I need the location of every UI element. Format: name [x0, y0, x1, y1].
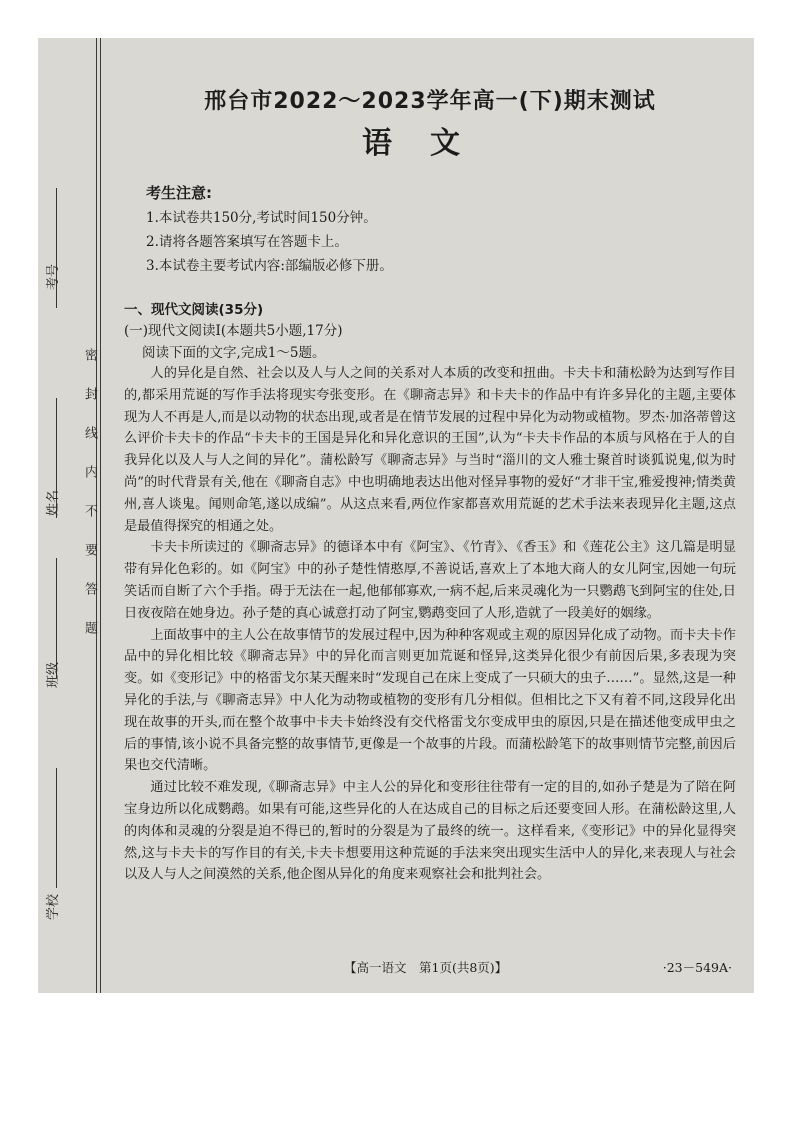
reading-instruction: 阅读下面的文字,完成1～5题。 — [142, 345, 326, 361]
passage-paragraph: 上面故事中的主人公在故事情节的发展过程中,因为种种客观或主观的原因异化成了动物。而卡夫卡作品中的异化相比较《聊斋志异》中的异化而言则更加荒诞和怪异,这类异化很少有前因后果,多表现为突变。如《变形记》中的格雷戈尔某天醒来时“发现自己在床上变成了一只硕大的虫子……”。显然,这是一种异化的手法,与《聊斋志异》中人化为动物或植物的变形有几分相似。但相比之下又有着不同,这段异化出现在故事的开头,而在整个故事中卡夫卡始终没有交代格雷戈尔变成甲虫的原因,只是在描述他变成甲虫之后的事情,该小说不具备完整的故事情节,更像是一个故事的片段。而蒲松龄笔下的故事则情节完整,前因后果也交代清晰。 — [124, 627, 736, 774]
name-label: 姓名 — [46, 489, 61, 516]
class-blank — [56, 558, 57, 678]
passage-paragraph: 卡夫卡所读过的《聊斋志异》的德译本中有《阿宝》、《竹青》、《香玉》和《莲花公主》这几篇是明显带有异化色彩的。如《阿宝》中的孙子楚性情憨厚,不善说话,喜欢上了本地大商人的女儿阿宝,因她一句玩笑话而自断了六个手指。碍于无法在一起,他郁郁寡欢,一病不起,后来灵魂化为一只鹦鹉飞到阿宝的住处,日日夜夜陪在她身边。孙子楚的真心诚意打动了阿宝,鹦鹉变回了人形,造就了一段美好的姻缘。 — [124, 540, 736, 621]
seal-line-text: 密封线内不要答题 — [82, 348, 97, 660]
binding-margin — [38, 38, 104, 993]
school-label: 学校 — [46, 893, 61, 920]
subject-title: 语文 — [362, 126, 498, 161]
page-number: 【高一语文 第1页(共8页)】 — [344, 960, 508, 975]
passage-paragraph: 人的异化是自然、社会以及人与人之间的关系对人本质的改变和扭曲。卡夫卡和蒲松龄为达到写作目的,都采用荒诞的写作手法将现实夸张变形。在《聊斋志异》和卡夫卡的作品中有许多异化的主题,主要体现为人不再是人,而是以动物的状态出现,或者是在情节发展的过程中异化为动物或植物。罗杰·加洛蒂曾这么评价卡夫卡的作品“卡夫卡的王国是异化和异化意识的王国”,认为“卡夫卡作品的本质与风格在于人的自我异化以及人与人之间的异化”。蒲松龄写《聊斋志异》与当时“淄川的文人雅士聚首时谈狐说鬼,似为时尚”的时代背景有关,他在《聊斋自志》中也明确地表达出他对怪异事物的爱好“才非干宝,雅爱搜神;情类黄州,喜人谈鬼。闻则命笔,遂以成编”。从这点来看,两位作家都喜欢用荒诞的艺术手法来表现异化主题,这点是最值得探究的相通之处。 — [124, 366, 736, 534]
binding-line-inner — [100, 38, 101, 993]
class-label: 班级 — [46, 661, 61, 688]
exam-paper — [38, 38, 754, 993]
subsection-heading: (一)现代文阅读Ⅰ(本题共5小题,17分) — [124, 323, 343, 339]
notice-item: 2.请将各题答案填写在答题卡上。 — [146, 234, 348, 250]
section-heading: 一、现代文阅读(35分) — [124, 302, 264, 318]
notice-heading: 考生注意: — [146, 184, 212, 202]
reading-passage — [124, 363, 736, 886]
exam-no-label: 考号 — [46, 263, 61, 290]
exam-title: 邢台市2022～2023学年高一(下)期末测试 — [204, 89, 656, 114]
school-blank — [56, 768, 57, 888]
paper-code: ·23－549A· — [662, 960, 732, 975]
notice-item: 1.本试卷共150分,考试时间150分钟。 — [146, 210, 377, 226]
exam-no-blank — [56, 188, 57, 308]
notice-item: 3.本试卷主要考试内容:部编版必修下册。 — [146, 258, 393, 274]
passage-paragraph: 通过比较不难发现,《聊斋志异》中主人公的异化和变形往往带有一定的目的,如孙子楚是为了陪在阿宝身边所以化成鹦鹉。如果有可能,这些异化的人在达成自己的目标之后还要变回人形。在蒲松龄这里,人的肉体和灵魂的分裂是迫不得已的,暂时的分裂是为了最终的统一。这样看来,《变形记》中的异化显得突然,这与卡夫卡的写作目的有关,卡夫卡想要用这种荒诞的手法来突出现实生活中人的异化,来表现人与社会以及人与人之间漠然的关系,他企图从异化的角度来观察社会和批判社会。 — [124, 780, 736, 883]
